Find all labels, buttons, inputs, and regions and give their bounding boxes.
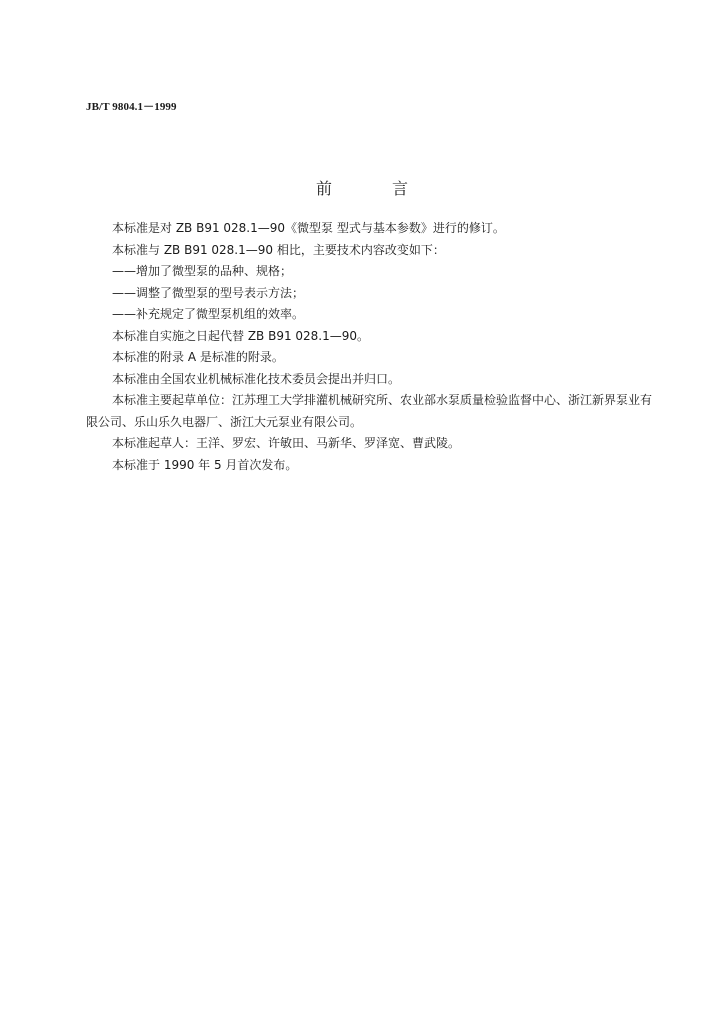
paragraph-proposer: 本标准由全国农业机械标准化技术委员会提出并归口。 <box>112 371 401 386</box>
paragraph-revision-note: 本标准是对 ZB B91 028.1—90《微型泵 型式与基本参数》进行的修订。 <box>112 221 505 235</box>
paragraph-changes-intro: 本标准与 ZB B91 028.1—90 相比，主要技术内容改变如下： <box>112 242 445 257</box>
preface-title: 前 言 <box>315 179 430 198</box>
paragraph-appendix: 本标准的附录 A 是标准的附录。 <box>112 350 284 364</box>
paragraph-change-item-3: ——补充规定了微型泵机组的效率。 <box>112 307 305 321</box>
paragraph-replacement: 本标准自实施之日起代替 ZB B91 028.1—90。 <box>112 328 370 343</box>
paragraph-drafters: 本标准起草人：王洋、罗宏、许敏田、马新华、罗泽宽、曹武陵。 <box>112 436 461 450</box>
preface-body <box>86 218 662 476</box>
paragraph-first-release: 本标准于 1990 年 5 月首次发布。 <box>112 457 298 472</box>
paragraph-drafting-units: 本标准主要起草单位：江苏理工大学排灌机械研究所、农业部水泵质量检验监督中心、浙江新界泵业有限公司、乐山乐久电器厂、浙江大元泵业有限公司。 <box>86 393 653 429</box>
standard-number-header: JB/T 9804.1－1999 <box>86 101 177 113</box>
paragraph-change-item-1: ——增加了微型泵的品种、规格； <box>112 264 293 278</box>
paragraph-change-item-2: ——调整了微型泵的型号表示方法； <box>112 285 305 300</box>
